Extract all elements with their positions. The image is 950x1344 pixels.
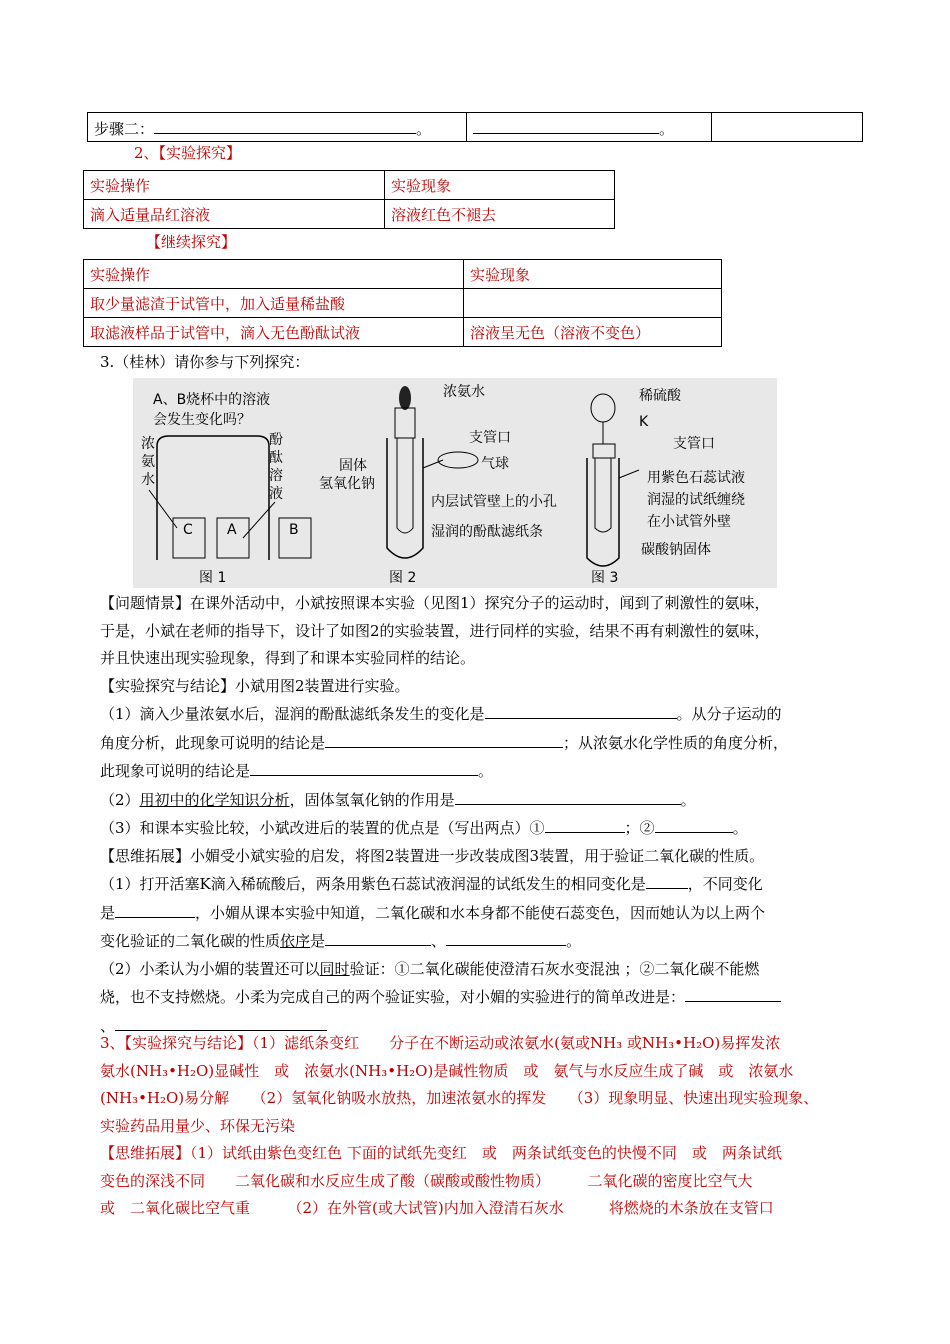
col-header-phen: 实验现象 <box>385 171 615 200</box>
step2-cell <box>88 113 467 142</box>
text: ，小媚从课本实验中知道，二氧化碳和水本身都不能使石蕊变色，因而她认为以上两个 <box>195 903 766 922</box>
table-cell: 溶液红色不褪去 <box>385 200 615 229</box>
answer-section <box>100 1030 860 1223</box>
step2-phenomenon-cell <box>467 113 712 142</box>
inner-tube <box>595 458 611 532</box>
bell-jar <box>157 436 269 560</box>
caption-fig3: 图 3 <box>591 570 619 586</box>
text: 。从分子运动的 <box>676 705 782 723</box>
text: （2） <box>100 790 140 809</box>
text: 是 <box>310 932 326 950</box>
fig2-label: 支管口 <box>469 430 511 446</box>
text: 、 <box>100 1016 116 1035</box>
text: （1）打开活塞K滴入稀硫酸后，两条用紫色石蕊试液润湿的试纸发生的相同变化是 <box>100 875 646 893</box>
fig1-right-4: 液 <box>269 486 283 502</box>
text: 验证：①二氧化碳能使澄清石灰水变混浊 ；②二氧化碳不能燃 <box>349 959 760 978</box>
step-table <box>87 112 863 142</box>
period: 。 <box>416 120 432 138</box>
col-header-op: 实验操作 <box>84 260 464 289</box>
fig3-label: K <box>639 414 649 430</box>
fig2-label: 气球 <box>481 456 509 472</box>
stopper <box>593 444 615 458</box>
balloon <box>438 452 478 468</box>
beaker-label: B <box>289 522 299 538</box>
col-header-op: 实验操作 <box>84 171 385 200</box>
text: 。 <box>566 932 582 950</box>
blank[interactable] <box>655 814 733 833</box>
blank[interactable] <box>455 786 681 805</box>
text: 角度分析，此现象可说明的结论是 <box>100 733 326 752</box>
caption-fig1: 图 1 <box>199 570 227 586</box>
paragraph <box>100 870 860 899</box>
text: 烧，也不支持燃烧。小柔为完成自己的两个验证实验，对小媚的实验进行的简单改进是： <box>100 988 686 1006</box>
col-header-phen: 实验现象 <box>464 260 722 289</box>
answer-line: 【思维拓展】（1）试纸由紫色变红色 下面的试纸先变红 或 两条试纸变色的快慢不同 或 两条试纸 <box>100 1144 782 1162</box>
table-cell <box>464 289 722 318</box>
apparatus-drawing <box>133 378 777 588</box>
text: （2）小柔认为小媚的装置还可以 <box>100 959 320 978</box>
fig2-label: 氢氧化钠 <box>319 476 375 492</box>
blank[interactable] <box>685 983 781 1002</box>
paragraph <box>100 983 860 1012</box>
caption-fig2: 图 2 <box>389 570 417 586</box>
dropper-bulb <box>399 386 411 410</box>
paragraph: 【问题情景】在课外活动中，小斌按照课本实验（见图1）探究分子的运动时，闻到了刺激性的氨味， <box>100 594 770 612</box>
inner-tube <box>397 438 413 533</box>
paragraph <box>100 700 860 729</box>
table-cell: 取滤液样品于试管中，滴入无色酚酞试液 <box>84 318 464 347</box>
fig3-label: 支管口 <box>673 436 715 452</box>
fig2-label: 内层试管壁上的小孔 <box>431 494 557 510</box>
text: 是 <box>100 903 116 922</box>
paragraph <box>100 927 860 956</box>
section2-heading: 2、【实验探究】 <box>134 144 242 162</box>
experiment-table <box>83 170 615 229</box>
fig2-label: 湿润的酚酞滤纸条 <box>431 524 543 540</box>
question3-title: 3.（桂林）请你参与下列探究： <box>100 353 310 371</box>
paragraph <box>100 814 860 843</box>
paragraph: 【思维拓展】小媚受小斌实验的启发，将图2装置进一步改装成图3装置，用于验证二氧化碳的性质。 <box>100 846 765 865</box>
beaker-label: A <box>227 522 237 538</box>
paragraph <box>100 729 860 758</box>
text: 。 <box>732 819 748 837</box>
text: ；② <box>624 819 655 837</box>
step2-conclusion-cell <box>712 113 863 142</box>
separatory-funnel <box>591 394 615 422</box>
fig1-left-1: 浓 <box>141 436 155 452</box>
fig1-right-2: 酞 <box>269 450 283 466</box>
fig2-label: 浓氨水 <box>443 384 485 400</box>
underlined-text: 依序 <box>280 932 311 950</box>
blank[interactable] <box>646 870 688 889</box>
text: 。 <box>680 790 696 809</box>
fig1-left-2: 氨 <box>141 454 155 470</box>
text: 。 <box>478 762 494 780</box>
fig3-label: 润湿的试纸缠绕 <box>647 492 745 508</box>
paragraph <box>100 899 860 928</box>
fig3-label: 用紫色石蕊试液 <box>647 470 745 486</box>
fig3-label: 稀硫酸 <box>639 388 681 404</box>
answer-line: (NH₃•H₂O)易分解 （2）氢氧化钠吸水放热，加速浓氨水的挥发 （3）现象明显、快速出现实验现象、 <box>100 1089 819 1107</box>
beaker-label: C <box>183 522 193 538</box>
outer-tube <box>387 438 423 558</box>
blank[interactable] <box>325 927 431 946</box>
blank[interactable] <box>545 814 625 833</box>
blank[interactable] <box>473 115 659 134</box>
text: 、 <box>431 932 447 950</box>
pointer-line <box>243 502 275 538</box>
fig1-question-2: 会发生变化吗？ <box>153 412 251 428</box>
step2-label: 步骤二： <box>94 120 155 138</box>
underlined-text: 用初中的化学知识分析 <box>139 790 290 809</box>
table-cell: 溶液呈无色（溶液不变色） <box>464 318 722 347</box>
paragraph: 【实验探究与结论】小斌用图2装置进行实验。 <box>100 676 410 695</box>
question3-body <box>100 590 860 1040</box>
table-cell: 取少量滤渣于试管中，加入适量稀盐酸 <box>84 289 464 318</box>
apparatus-figure <box>133 378 777 588</box>
fig1-question-1: A、B烧杯中的溶液 <box>153 392 271 408</box>
blank[interactable] <box>446 927 566 946</box>
answer-line: 氨水(NH₃•H₂O)显碱性 或 浓氨水(NH₃•H₂O)是碱性物质 或 氨气与水反应生成了碱 或 浓氨水 <box>100 1061 794 1080</box>
answer-line: 3、【实验探究与结论】（1）滤纸条变红 分子在不断运动或浓氨水(氨或NH₃ 或NH₃•H₂O)易挥发浓 <box>100 1034 781 1052</box>
blank[interactable] <box>154 115 416 134</box>
blank[interactable] <box>250 757 478 776</box>
fig2-label: 固体 <box>339 458 367 474</box>
answer-line: 实验药品用量少、环保无污染 <box>100 1116 296 1135</box>
paragraph: 于是，小斌在老师的指导下，设计了如图2的实验装置，进行同样的实验，结果不再有刺激性的氨味， <box>100 621 770 640</box>
text: ，固体氢氧化钠的作用是 <box>289 790 455 809</box>
blank[interactable] <box>115 1012 327 1031</box>
paragraph <box>100 956 860 984</box>
blank[interactable] <box>485 700 677 719</box>
text: ，不同变化 <box>687 875 763 893</box>
fig3-label: 碳酸钠固体 <box>641 542 711 558</box>
paragraph: 并且快速出现实验现象，得到了和课本实验同样的结论。 <box>100 649 476 667</box>
text: 变化验证的二氧化碳的性质 <box>100 932 281 950</box>
blank[interactable] <box>325 729 563 748</box>
paragraph <box>100 786 860 815</box>
answer-line: 或 二氧化碳比空气重 （2）在外管(或大试管)内加入澄清石灰水 将燃烧的木条放在支管口 <box>100 1199 774 1217</box>
outer-tube <box>587 458 619 566</box>
stopper <box>395 408 415 438</box>
text: （3）和课本实验比较，小斌改进后的装置的优点是（写出两点）① <box>100 819 545 837</box>
continue-table <box>83 259 722 347</box>
text: 此现象可说明的结论是 <box>100 762 251 780</box>
continue-heading: 【继续探究】 <box>146 233 237 251</box>
fig1-right-1: 酚 <box>269 432 283 448</box>
fig3-label: 在小试管外壁 <box>647 514 731 530</box>
side-arm <box>619 470 639 478</box>
text: （1）滴入少量浓氨水后，湿润的酚酞滤纸条发生的变化是 <box>100 705 485 723</box>
fig1-right-3: 溶 <box>269 468 283 484</box>
paragraph <box>100 757 860 786</box>
underlined-text: 同时 <box>319 959 350 978</box>
blank[interactable] <box>115 899 195 918</box>
table-cell: 滴入适量品红溶液 <box>84 200 385 229</box>
period: 。 <box>659 120 675 138</box>
text: ；从浓氨水化学性质的角度分析， <box>563 733 789 752</box>
answer-line: 变色的深浅不同 二氧化碳和水反应生成了酸（碳酸或酸性物质） 二氧化碳的密度比空气大 <box>100 1171 753 1190</box>
fig1-left-3: 水 <box>141 472 155 488</box>
